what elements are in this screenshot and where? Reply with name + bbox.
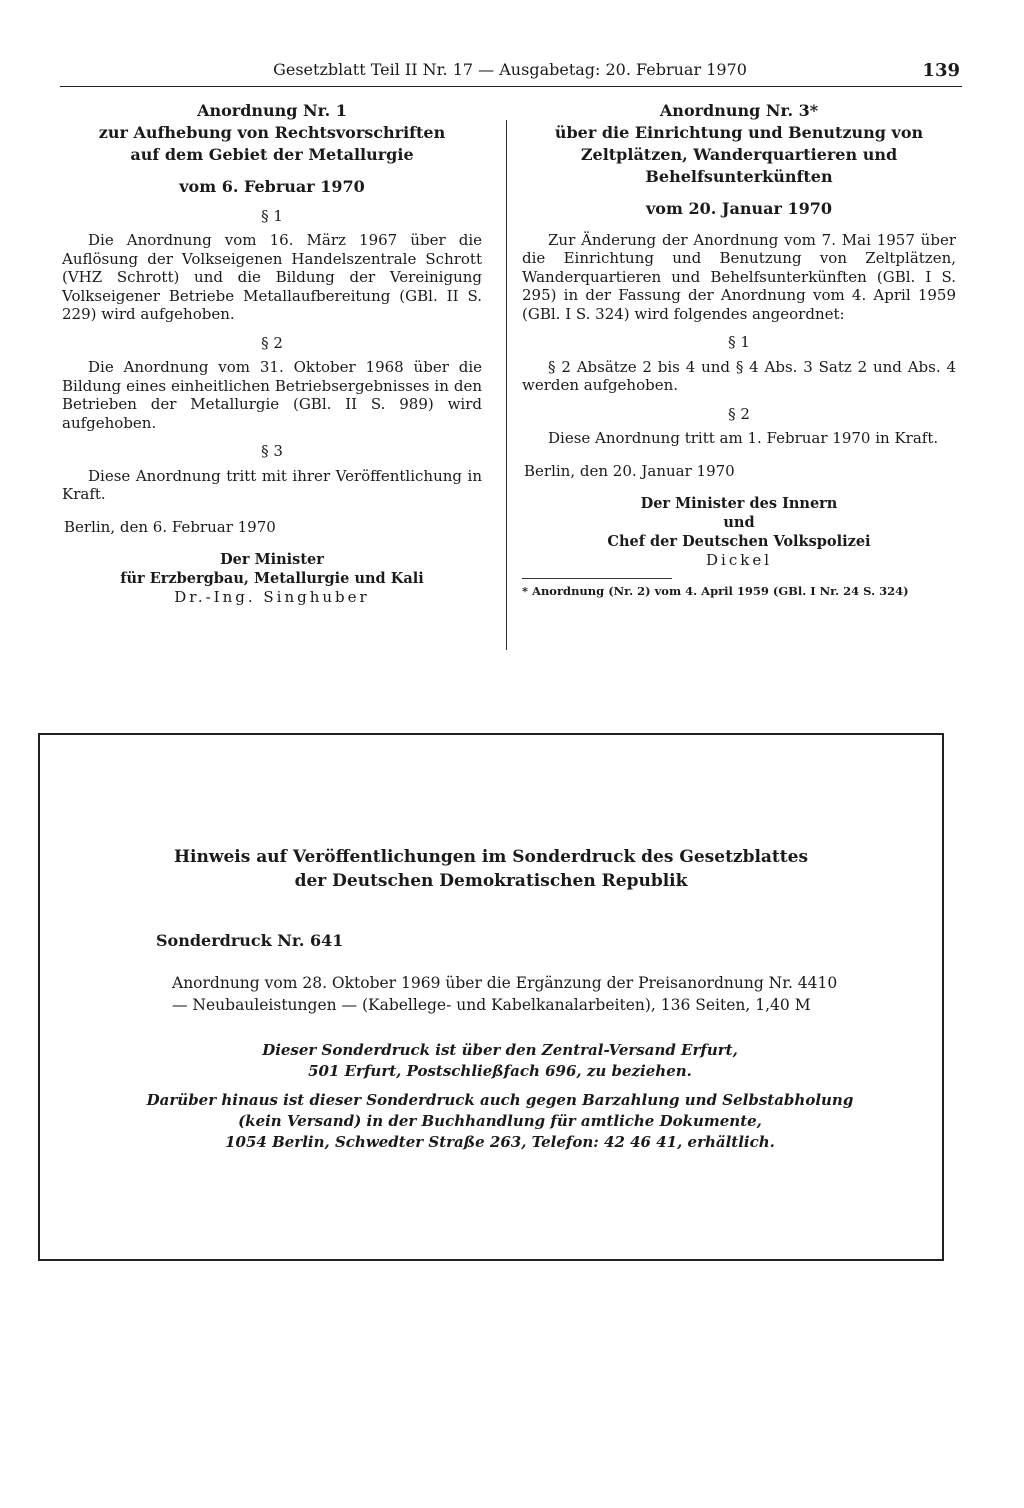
signatory-line: und: [723, 514, 755, 531]
intro-text: Zur Änderung der Anordnung vom 7. Mai 1957 über die Einrichtung und Benutzung von Zeltplätzen, Wanderquartieren und Behelfsunterkünften (GBl. I S. 295) in der Fassung der Anordnung vom 4. April 1959 (GBl. I S. 324) wird folgendes angeordnet:: [522, 230, 956, 323]
signatory: [62, 550, 482, 588]
order-line: 501 Erfurt, Postschließfach 696, zu beziehen.: [308, 1062, 692, 1080]
section-text: Die Anordnung vom 31. Oktober 1968 über die Bildung eines einheitlichen Betriebsergebnisses in den Betrieben der Metallurgie (GBl. II S. 989) wird aufgehoben.: [62, 358, 482, 432]
header-rule: [60, 86, 962, 87]
title-line: Anordnung Nr. 3*: [659, 101, 819, 120]
title-line: über die Einrichtung und Benutzung von Zeltplätzen, Wanderquartieren und: [554, 123, 924, 164]
page-number: 139: [922, 60, 960, 81]
title-line: zur Aufhebung von Rechtsvorschriften: [98, 123, 446, 142]
left-article-title: [62, 100, 482, 166]
title-line: Anordnung Nr. 1: [197, 101, 347, 120]
notice-title-line: der Deutschen Demokratischen Republik: [294, 871, 688, 891]
entry-line: Anordnung vom 28. Oktober 1969 über die Ergänzung der Preisanordnung Nr. 4410: [172, 974, 838, 992]
order-gap: [140, 1082, 860, 1090]
signatory-line: für Erzbergbau, Metallurgie und Kali: [120, 570, 424, 587]
footnote-rule: [522, 578, 672, 579]
right-article: [522, 100, 956, 600]
signatory-line: Chef der Deutschen Volkspolizei: [607, 533, 871, 550]
notice-title: [40, 845, 942, 893]
sonderdruck-label: Sonderdruck Nr. 641: [156, 931, 344, 950]
order-line: 1054 Berlin, Schwedter Straße 263, Telefon: 42 46 41, erhältlich.: [225, 1133, 775, 1151]
section-sign: § 3: [261, 442, 283, 460]
sonderdruck-entry: [172, 972, 852, 1016]
column-divider: [506, 120, 507, 650]
place-date: Berlin, den 20. Januar 1970: [524, 461, 735, 480]
section-text: Diese Anordnung tritt mit ihrer Veröffentlichung in Kraft.: [62, 466, 482, 503]
signatory-line: Der Minister: [220, 551, 324, 568]
section-text: § 2 Absätze 2 bis 4 und § 4 Abs. 3 Satz 2 und Abs. 4 werden aufgehoben.: [522, 357, 956, 394]
left-article: [62, 100, 482, 607]
order-line: Dieser Sonderdruck ist über den Zentral-Versand Erfurt,: [262, 1041, 738, 1059]
section-sign: § 1: [728, 333, 750, 351]
section-sign: § 2: [728, 404, 750, 423]
footnote: * Anordnung (Nr. 2) vom 4. April 1959 (GBl. I Nr. 24 S. 324): [522, 583, 909, 598]
order-line: (kein Versand) in der Buchhandlung für amtliche Dokumente,: [238, 1112, 762, 1130]
right-article-date: vom 20. Januar 1970: [646, 199, 832, 218]
entry-line: — Neubauleistungen — (Kabellege- und Kabelkanalarbeiten), 136 Seiten, 1,40 M: [172, 996, 811, 1014]
title-line: auf dem Gebiet der Metallurgie: [130, 145, 414, 164]
section-sign: § 2: [261, 333, 283, 352]
section-text: Die Anordnung vom 16. März 1967 über die Auflösung der Volkseigenen Handelszentrale Schrott (VHZ Schrott) und die Bildung der Vereinigung Volkseigener Betriebe Metallaufbereitung (GBl. II S. 229) wird aufgehoben.: [62, 231, 482, 323]
signatory: [522, 494, 956, 551]
section-text: Diese Anordnung tritt am 1. Februar 1970 in Kraft.: [548, 429, 939, 447]
notice-title-line: Hinweis auf Veröffentlichungen im Sonderdruck des Gesetzblattes: [173, 847, 809, 867]
section-sign: § 1: [261, 206, 283, 225]
signatory-name: Dr.-Ing. Singhuber: [174, 588, 370, 606]
running-head: Gesetzblatt Teil II Nr. 17 — Ausgabetag: 20. Februar 1970: [273, 60, 747, 79]
sonderdruck-notice-box: [38, 733, 944, 1261]
signatory-line: Der Minister des Innern: [640, 495, 838, 512]
title-line: Behelfsunterkünften: [645, 167, 833, 186]
order-line: Darüber hinaus ist dieser Sonderdruck auch gegen Barzahlung und Selbstabholung: [146, 1091, 854, 1109]
left-article-date: vom 6. Februar 1970: [179, 177, 365, 196]
ordering-info: [140, 1040, 860, 1153]
place-date: Berlin, den 6. Februar 1970: [64, 517, 276, 536]
signatory-name: Dickel: [706, 551, 772, 569]
right-article-title: [522, 100, 956, 188]
